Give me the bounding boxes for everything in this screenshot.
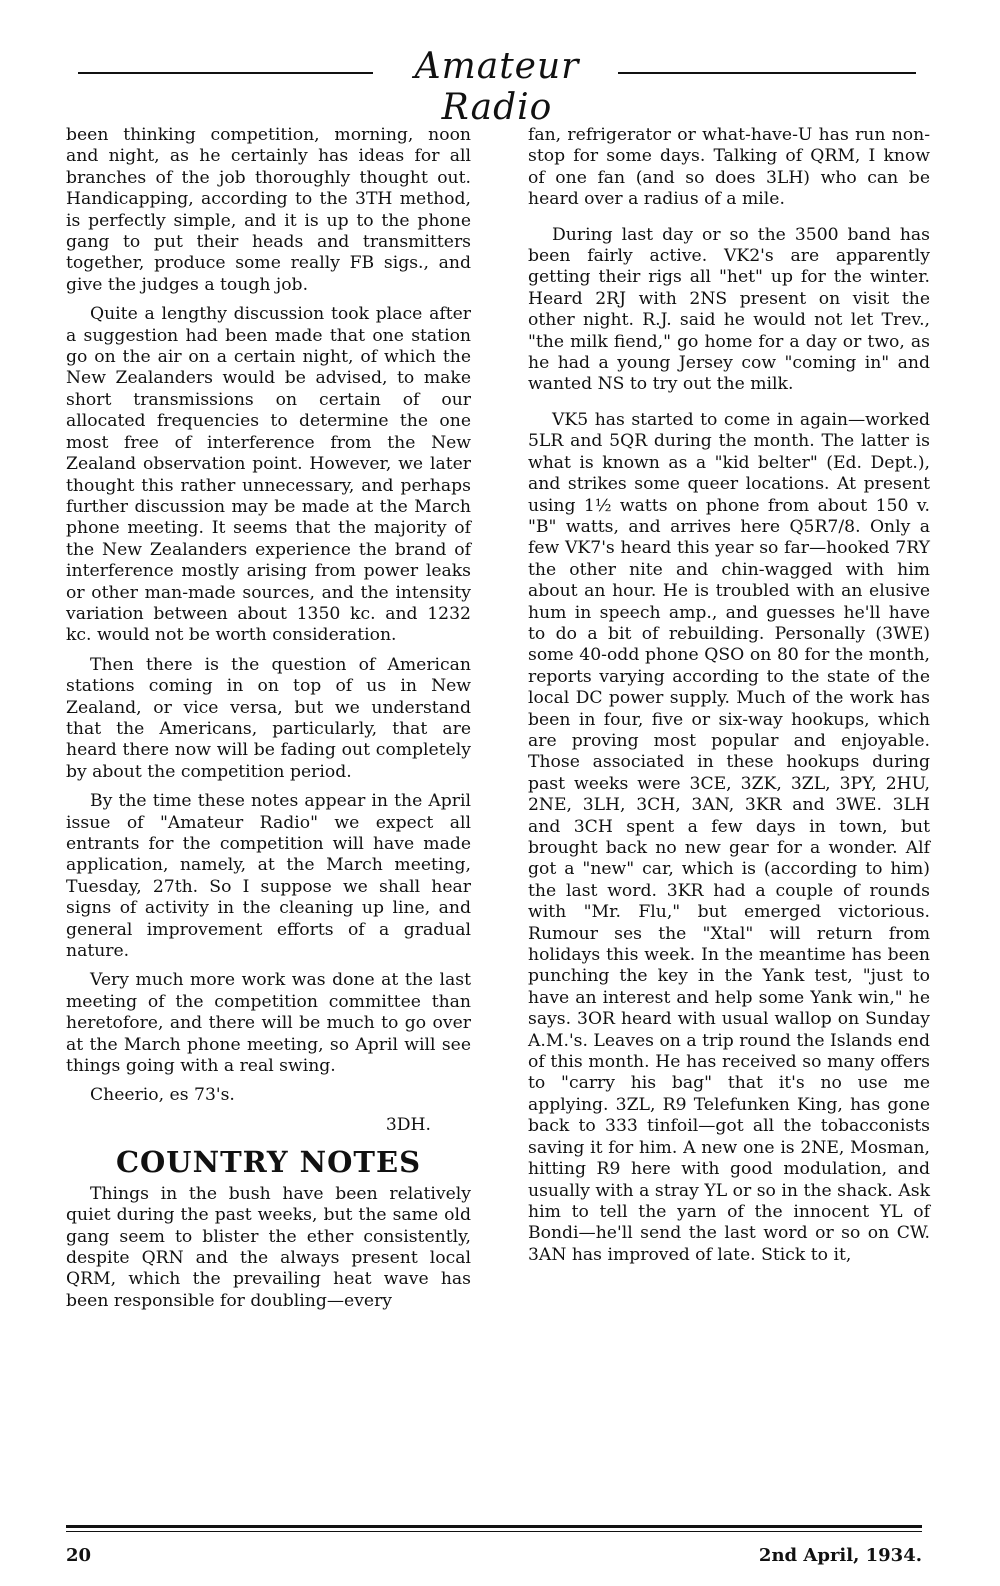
paragraph: By the time these notes appear in the April issue of "Amateur Radio" we expect all entrants for the competition will have made application, namely, at the March meeting, Tuesday, 27th. So I suppose we shall hear signs of activity in the cleaning up line, and general improvement efforts of a gradual nature. bbox=[66, 791, 471, 962]
paragraph: Then there is the question of American stations coming in on top of us in New Zealand, or vice versa, but we understand that the Americans, particularly, that are heard there now will be fading out completely by about the competition period. bbox=[66, 654, 471, 782]
left-column bbox=[66, 125, 471, 1320]
page-number: 20 bbox=[66, 1545, 92, 1566]
paragraph: Quite a lengthy discussion took place after a suggestion had been made that one station go on the air on a certain night, of which the New Zealanders would be advised, to make short transmissions on certain of our allocated frequencies to determine the one most free of interference from the New Zealand observation point. However, we later thought this rather unnecessary, and perhaps further discussion may be made at the March phone meeting. It seems that the majority of the New Zealanders experience the brand of interference mostly arising from power leaks or other man-made sources, and the intensity variation between about 1350 kc. and 1232 kc. would not be worth consideration. bbox=[66, 304, 471, 646]
paragraph: been thinking competition, morning, noon and night, as he certainly has ideas for all branches of the job thoroughly thought out. Handicapping, according to the 3TH method, is perfectly simple, and it is up to the phone gang to put their heads and transmitters together, produce some really FB sigs., and give the judges a tough job. bbox=[66, 125, 471, 295]
issue-date: 2nd April, 1934. bbox=[758, 1545, 922, 1566]
author-signature: 3DH. bbox=[385, 1114, 431, 1135]
paragraph: Things in the bush have been relatively quiet during the past weeks, but the same old gang seem to blister the ether consistently, despite QRN and the always present local QRM, which the prevailing heat wave has been responsible for doubling—every bbox=[66, 1183, 471, 1311]
section-heading: COUNTRY NOTES bbox=[115, 1145, 422, 1180]
masthead-title: Amateur Radio bbox=[414, 46, 580, 128]
paragraph: During last day or so the 3500 band has been fairly active. VK2's are apparently getting their rigs all "het" up for the winter. Heard 2RJ with 2NS present on visit the other night. R.J. said he would not let Trev., "the milk fiend," go home for a day or two, as he had a young Jersey cow "coming in" and wanted NS to try out the milk. bbox=[528, 224, 930, 395]
masthead-rule-right bbox=[618, 72, 916, 74]
masthead-header bbox=[78, 44, 916, 128]
paragraph: Very much more work was done at the last meeting of the competition committee than heretofore, and there will be much to go over at the March phone meeting, so April will see things going with a real swing. bbox=[66, 970, 471, 1077]
right-column bbox=[528, 125, 930, 1274]
footer-rule bbox=[66, 1525, 922, 1528]
paragraph: VK5 has started to come in again—worked 5LR and 5QR during the month. The latter is what is known as a "kid belter" (Ed. Dept.), and strikes some queer locations. At present using 1½ watts on phone from about 150 v. "B" watts, and arrives here Q5R7/8. Only a few VK7's heard this year so far—hooked 7RY the other nite and chin-wagged with him about an hour. He is troubled with an elusive hum in speech amp., and guesses he'll have to do a bit of rebuilding. Personally (3WE) some 40-odd phone QSO on 80 for the month, reports varying according to the state of the local DC power supply. Much of the work has been in four, five or six-way hookups, which are proving most popular and enjoyable. Those associated in these hookups during past weeks were 3CE, 3ZK, 3ZL, 3PY, 2HU, 2NE, 3LH, 3CH, 3AN, 3KR and 3WE. 3LH and 3CH spent a few days in town, but brought back no new gear for a wonder. Alf got a "new" car, which is (according to him) the last word. 3KR had a couple of rounds with "Mr. Flu," but emerged victorious. Rumour ses the "Xtal" will return from holidays this week. In the meantime has been punching the key in the Yank test, "just to have an interest and help some Yank win," he says. 3OR heard with usual wallop on Sunday A.M.'s. Leaves on a trip round the Islands end of this month. He has received so many offers to "carry his bag" that it's no use me applying. 3ZL, R9 Telefunken King, has gone back to 333 tinfoil—got all the tobacconists saving it for him. A new one is 2NE, Mosman, hitting R9 here with good modulation, and usually with a stray YL or so in the shack. Ask him to tell the yarn of the innocent YL of Bondi—he'll send the last word or so on CW. 3AN has improved of late. Stick to it, bbox=[528, 409, 930, 1265]
footer-rule-thin bbox=[66, 1531, 922, 1532]
paragraph: fan, refrigerator or what-have-U has run non-stop for some days. Talking of QRM, I know of one fan (and so does 3LH) who can be heard over a radius of a mile. bbox=[528, 125, 930, 210]
masthead-rule-left bbox=[78, 72, 373, 74]
paragraph: Cheerio, es 73's. bbox=[90, 1085, 235, 1106]
